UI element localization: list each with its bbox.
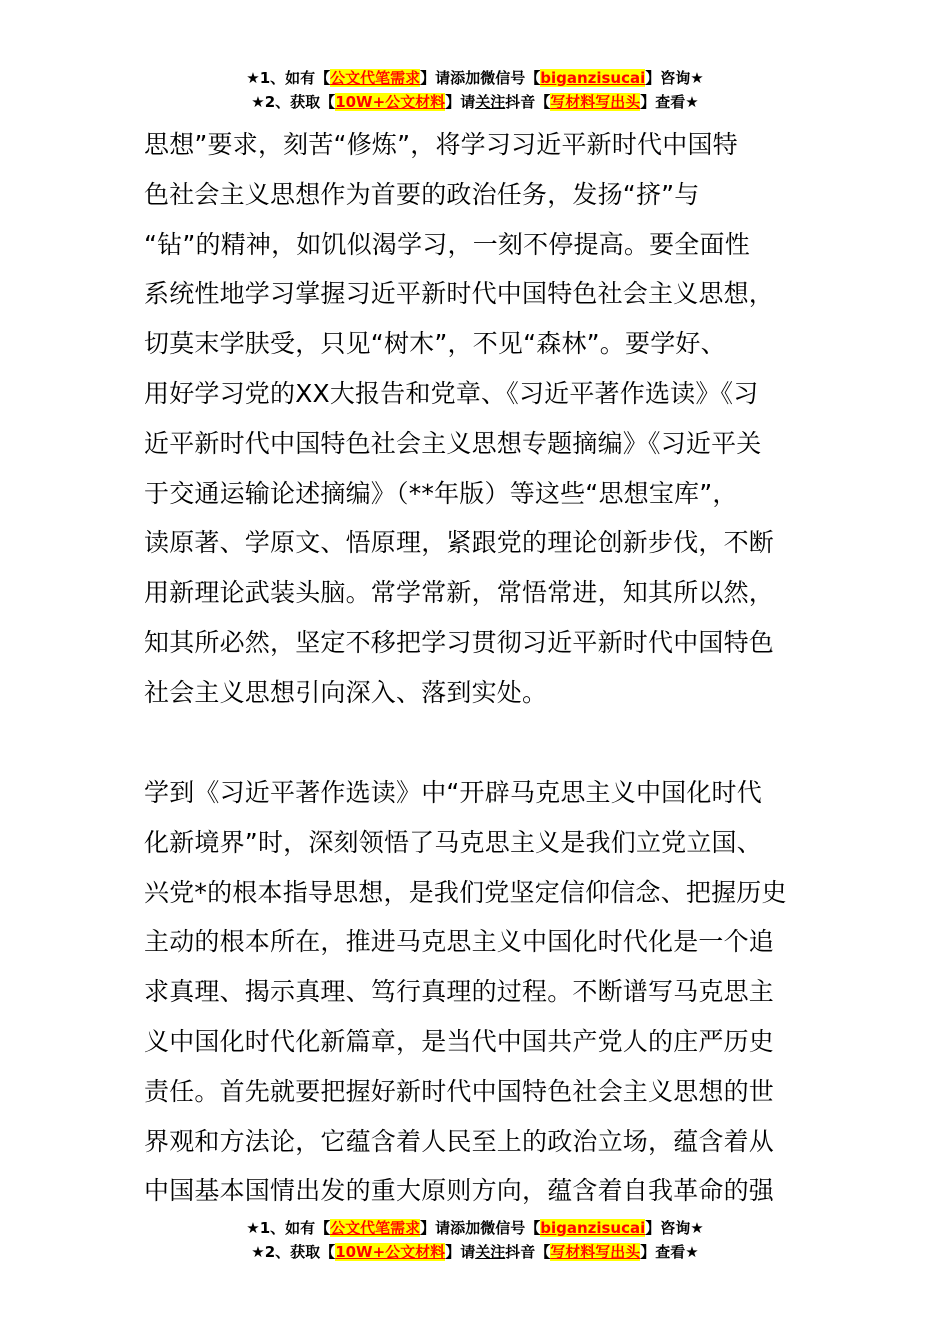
text-line: 学到《习近平著作选读》中“开辟马克思主义中国化时代 (144, 778, 762, 807)
text-line: 化新境界”时，深刻领悟了马克思主义是我们立党立国、 (144, 827, 762, 857)
service-highlight: 公文代笔需求 (330, 1219, 421, 1237)
text-line: 读原著、学原文、悟原理，紧跟党的理论创新步伐，不断 (144, 528, 775, 558)
banner-text: ★2、获取【 (251, 1243, 336, 1261)
service-highlight: 公文代笔需求 (330, 69, 421, 87)
banner-text: 】查看★ (640, 1243, 699, 1261)
banner-text: 抖音【 (505, 1243, 551, 1261)
banner-text: ★1、如有【 (246, 69, 331, 87)
top-banner (0, 66, 950, 114)
banner-text: 】咨询★ (645, 69, 704, 87)
text-line: 于交通运输论述摘编》（**年版）等这些“思想宝库”， (144, 478, 738, 508)
text-line: 兴党*的根本指导思想，是我们党坚定信仰信念、把握历史 (144, 877, 787, 907)
banner-text: 加 (465, 1219, 481, 1237)
paragraph-2 (144, 768, 808, 1216)
text-line: 用好学习党的XX大报告和党章、《习近平著作选读》《习 (144, 378, 759, 408)
text-line: 切莫末学肤受，只见“树木”，不见“森林”。要学好、 (144, 329, 726, 359)
banner-text: 】请 (445, 1243, 476, 1261)
text-line: 系统性地学习掌握习近平新时代中国特色社会主义思想， (144, 279, 775, 309)
text-line: “钻”的精神，如饥似渴学习，一刻不停提高。要全面性 (144, 229, 750, 259)
banner-text: 抖音【 (505, 93, 551, 111)
banner-text: 】查看★ (640, 93, 699, 111)
text-line: 界观和方法论，它蕴含着人民至上的政治立场，蕴含着从 (144, 1126, 775, 1156)
banner-line-2 (0, 1240, 950, 1264)
banner-line-2 (0, 90, 950, 114)
banner-text: 关注 (475, 93, 506, 111)
text-line: 社会主义思想引向深入、落到实处。 (144, 677, 548, 707)
banner-text: 微信号【 (480, 1219, 541, 1237)
text-line: 义中国化时代化新篇章，是当代中国共产党人的庄严历史 (144, 1026, 775, 1056)
douyin-account-highlight: 写材料写出头 (550, 93, 641, 111)
banner-text: 】请添 (420, 1219, 466, 1237)
wechat-id-highlight: biganzisucai (540, 69, 646, 87)
text-line: 色社会主义思想作为首要的政治任务，发扬“挤”与 (144, 179, 700, 209)
banner-text: 微信号【 (480, 69, 541, 87)
banner-text: ★2、获取【 (251, 93, 336, 111)
text-line: 主动的根本所在，推进马克思主义中国化时代化是一个追 (144, 927, 775, 957)
banner-text: ★1、如有【 (246, 1219, 331, 1237)
banner-text: 关注 (475, 1243, 506, 1261)
banner-line-1 (0, 66, 950, 90)
banner-line-1 (0, 1216, 950, 1240)
text-line: 思想”要求，刻苦“修炼”，将学习习近平新时代中国特 (144, 130, 738, 159)
douyin-account-highlight: 写材料写出头 (550, 1243, 641, 1261)
materials-highlight: 10W+公文材料 (335, 93, 446, 111)
bottom-banner (0, 1216, 950, 1264)
banner-text: 】请 (445, 93, 476, 111)
banner-text: 加 (465, 69, 481, 87)
banner-text: 】咨询★ (645, 1219, 704, 1237)
text-line: 中国基本国情出发的重大原则方向，蕴含着自我革命的强 (144, 1176, 775, 1206)
paragraph-1 (144, 120, 808, 718)
materials-highlight: 10W+公文材料 (335, 1243, 446, 1261)
text-line: 求真理、揭示真理、笃行真理的过程。不断谱写马克思主 (144, 977, 775, 1007)
text-line: 责任。首先就要把握好新时代中国特色社会主义思想的世 (144, 1076, 775, 1106)
text-line: 近平新时代中国特色社会主义思想专题摘编》《习近平关 (144, 428, 762, 458)
wechat-id-highlight: biganzisucai (540, 1219, 646, 1237)
text-line: 知其所必然，坚定不移把学习贯彻习近平新时代中国特色 (144, 627, 775, 657)
banner-text: 】请添 (420, 69, 466, 87)
text-line: 用新理论武装头脑。常学常新，常悟常进，知其所以然， (144, 578, 775, 608)
